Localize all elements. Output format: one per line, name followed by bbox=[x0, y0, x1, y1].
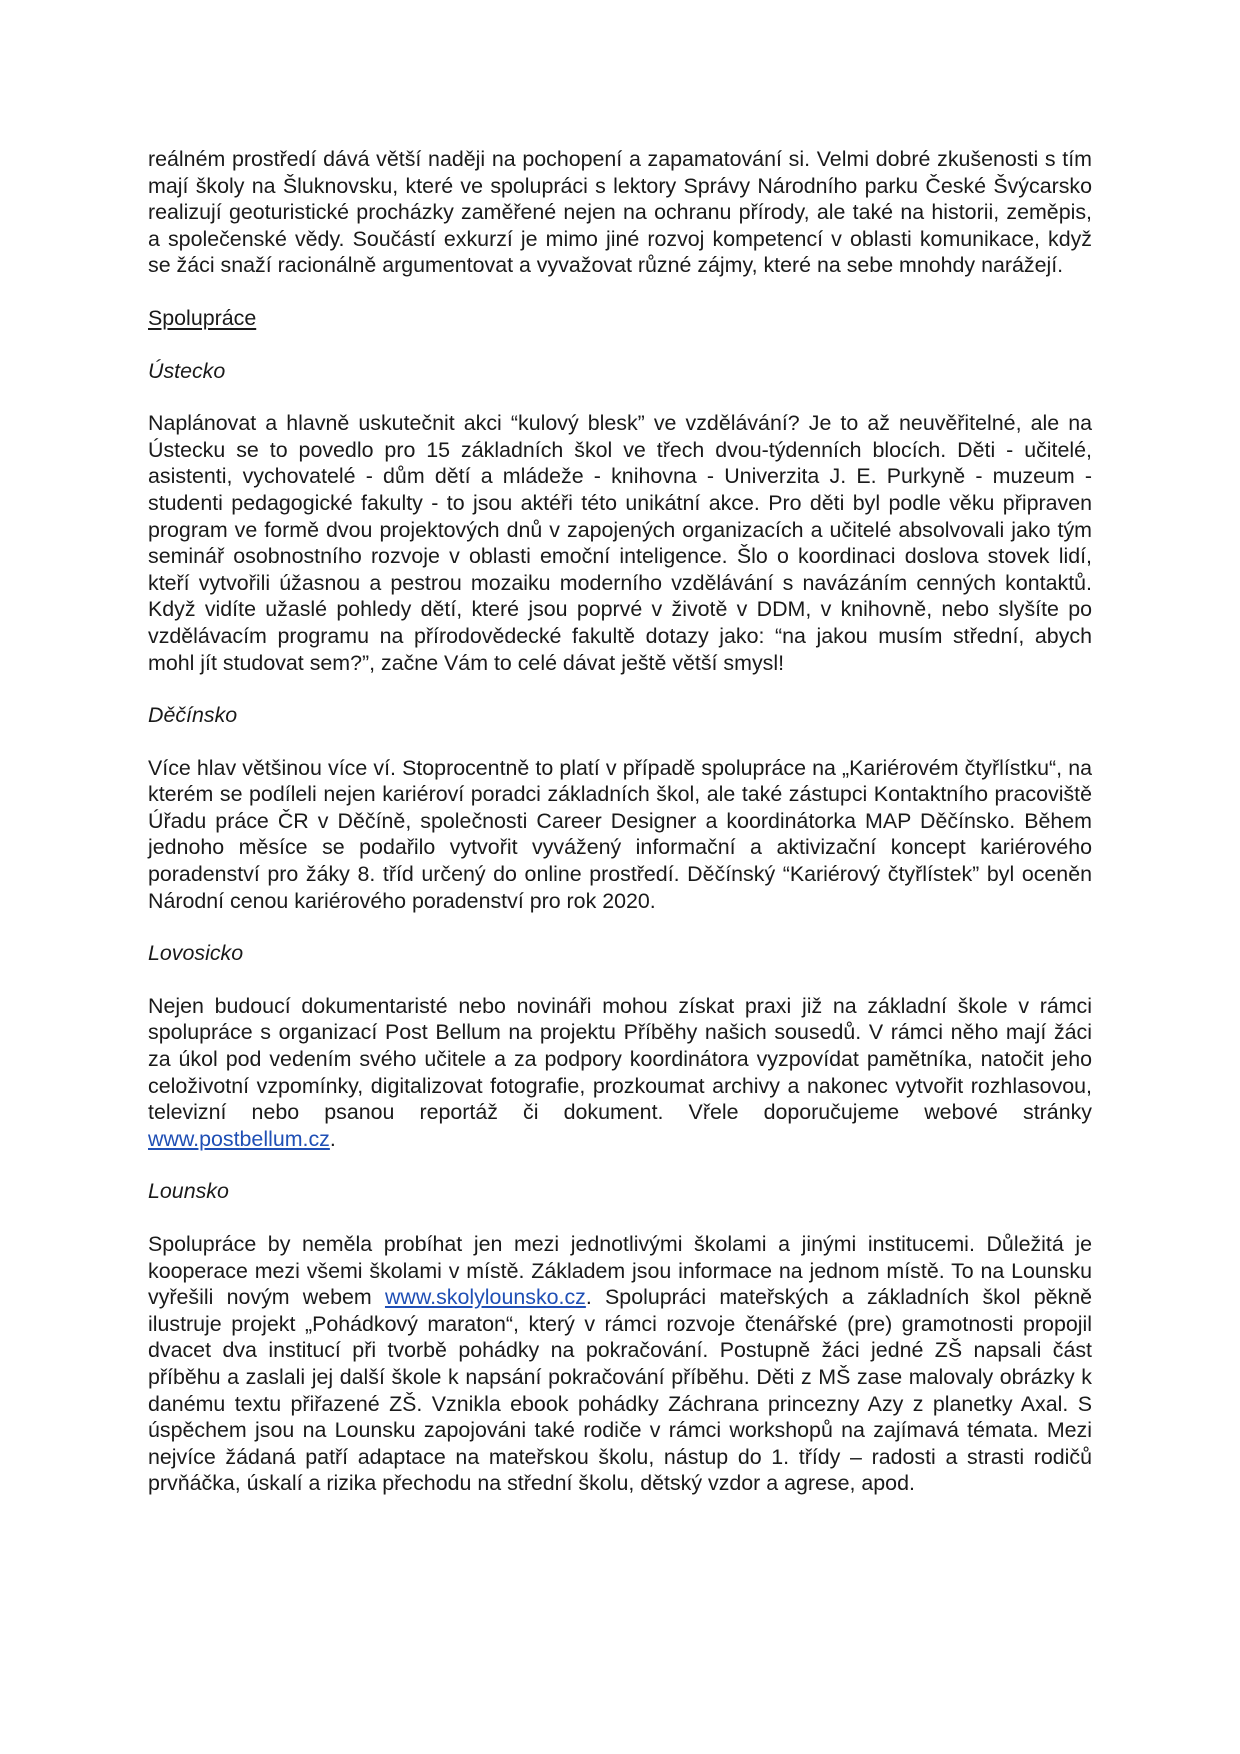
subheading-lounsko: Lounsko bbox=[148, 1179, 229, 1204]
section-heading-spoluprace: Spolupráce bbox=[148, 305, 257, 330]
paragraph-lovosicko-text: Nejen budoucí dokumentaristé nebo novináři mohou získat praxi již na základní škole v rámci spolupráce s organizací Post Bellum na projektu Příběhy našich sousedů. V rámci něho mají žáci za úkol pod vedením svého učitele a za podpory koordinátora vyzpovídat pamětníka, natočit jeho celoživotní vzpomínky, digitalizovat fotografie, prozkoumat archivy a nakonec vytvořit rozhlasovou, televizní nebo psanou reportáž či dokument. Vřele doporučujeme webové stránky bbox=[148, 993, 1092, 1125]
subheading-decinsko: Děčínsko bbox=[148, 703, 238, 728]
postbellum-link[interactable]: www.postbellum.cz bbox=[148, 1126, 330, 1151]
paragraph-decinsko: Více hlav většinou více ví. Stoprocentně to platí v případě spolupráce na „Kariérovém čtyřlístku“, na kterém se podíleli nejen kariéroví poradci základních škol, ale také zástupci Kontaktního pracoviště Úřadu práce ČR v Děčíně, společnosti Career Designer a koordinátorka MAP Děčínsko. Během jednoho měsíce se podařilo vytvořit vyvážený informační a aktivizační koncept kariérového poradenství pro žáky 8. tříd určený do online prostředí. Děčínský “Kariérový čtyřlístek” byl oceněn Národní cenou kariérového poradenství pro rok 2020. bbox=[148, 755, 1092, 913]
paragraph-lounsko-text: Spolupráce by neměla probíhat jen mezi jednotlivými školami a jinými institucemi. Důležitá je kooperace mezi všemi školami v místě. Základem jsou informace na jednom místě. To na Lounsku vyřešili novým webem bbox=[148, 1232, 1092, 1310]
subheading-ustecko: Ústecko bbox=[148, 358, 226, 383]
paragraph-lovosicko-end: . bbox=[329, 1126, 336, 1151]
paragraph-lounsko-rest: . Spolupráci mateřských a základních škol pěkně ilustruje projekt „Pohádkový maraton“, který v rámci rozvoje čtenářské (pre) gramotnosti propojil dvacet dva institucí při tvorbě pohádky na pokračování. Postupně žáci jedné ZŠ napsali část příběhu a zaslali jej další škole k napsání pokračování příběhu. Děti z MŠ zase malovaly obrázky k danému textu přiřazené ZŠ. Vznikla ebook pohádky Záchrana princezny Azy z planetky Axal. S úspěchem jsou na Lounsku zapojováni také rodiče v rámci workshopů na zajímavá témata. Mezi nejvíce žádaná patří adaptace na mateřskou školu, nástup do 1. třídy – radosti a strasti rodičů prvňáčka, úskalí a rizika přechodu na střední školu, dětský vzdor a agrese, apod. bbox=[148, 1285, 1092, 1496]
intro-paragraph: reálném prostředí dává větší naději na pochopení a zapamatování si. Velmi dobré zkušenosti s tím mají školy na Šluknovsku, které ve spolupráci s lektory Správy Národního parku České Švýcarsko realizují geoturistické procházky zaměřené nejen na ochranu přírody, ale také na historii, zeměpis, a společenské vědy. Součástí exkurzí je mimo jiné rozvoj kompetencí v oblasti komunikace, když se žáci snaží racionálně argumentovat a vyvažovat různé zájmy, které na sebe mnohdy narážejí. bbox=[148, 147, 1092, 278]
paragraph-ustecko: Naplánovat a hlavně uskutečnit akci “kulový blesk” ve vzdělávání? Je to až neuvěřitelné, ale na Ústecku se to povedlo pro 15 základních škol ve třech dvou-týdenních blocích. Děti - učitelé, asistenti, vychovatelé - dům dětí a mládeže - knihovna - Univerzita J. E. Purkyně - muzeum - studenti pedagogické fakulty - to jsou aktéři této unikátní akce. Pro děti byl podle věku připraven program ve formě dvou projektových dnů v zapojených organizacích a učitelé absolvovali jako tým seminář osobnostního rozvoje v oblasti emoční inteligence. Šlo o koordinaci doslova stovek lidí, kteří vytvořili úžasnou a pestrou mozaiku moderního vzdělávání s navázáním cenných kontaktů. Když vidíte užaslé pohledy dětí, které jsou poprvé v životě v DDM, v knihovně, nebo slyšíte po vzdělávacím programu na přírodovědecké fakultě dotazy jako: “na jakou musím střední, abych mohl jít studovat sem?”, začne Vám to celé dávat ještě větší smysl! bbox=[148, 411, 1092, 675]
skolylounsko-link[interactable]: www.skolylounsko.cz bbox=[384, 1285, 586, 1310]
subheading-lovosicko: Lovosicko bbox=[148, 941, 244, 966]
paragraph-lounsko bbox=[148, 1231, 1092, 1497]
document-page bbox=[148, 146, 1092, 1497]
paragraph-lovosicko bbox=[148, 993, 1092, 1153]
